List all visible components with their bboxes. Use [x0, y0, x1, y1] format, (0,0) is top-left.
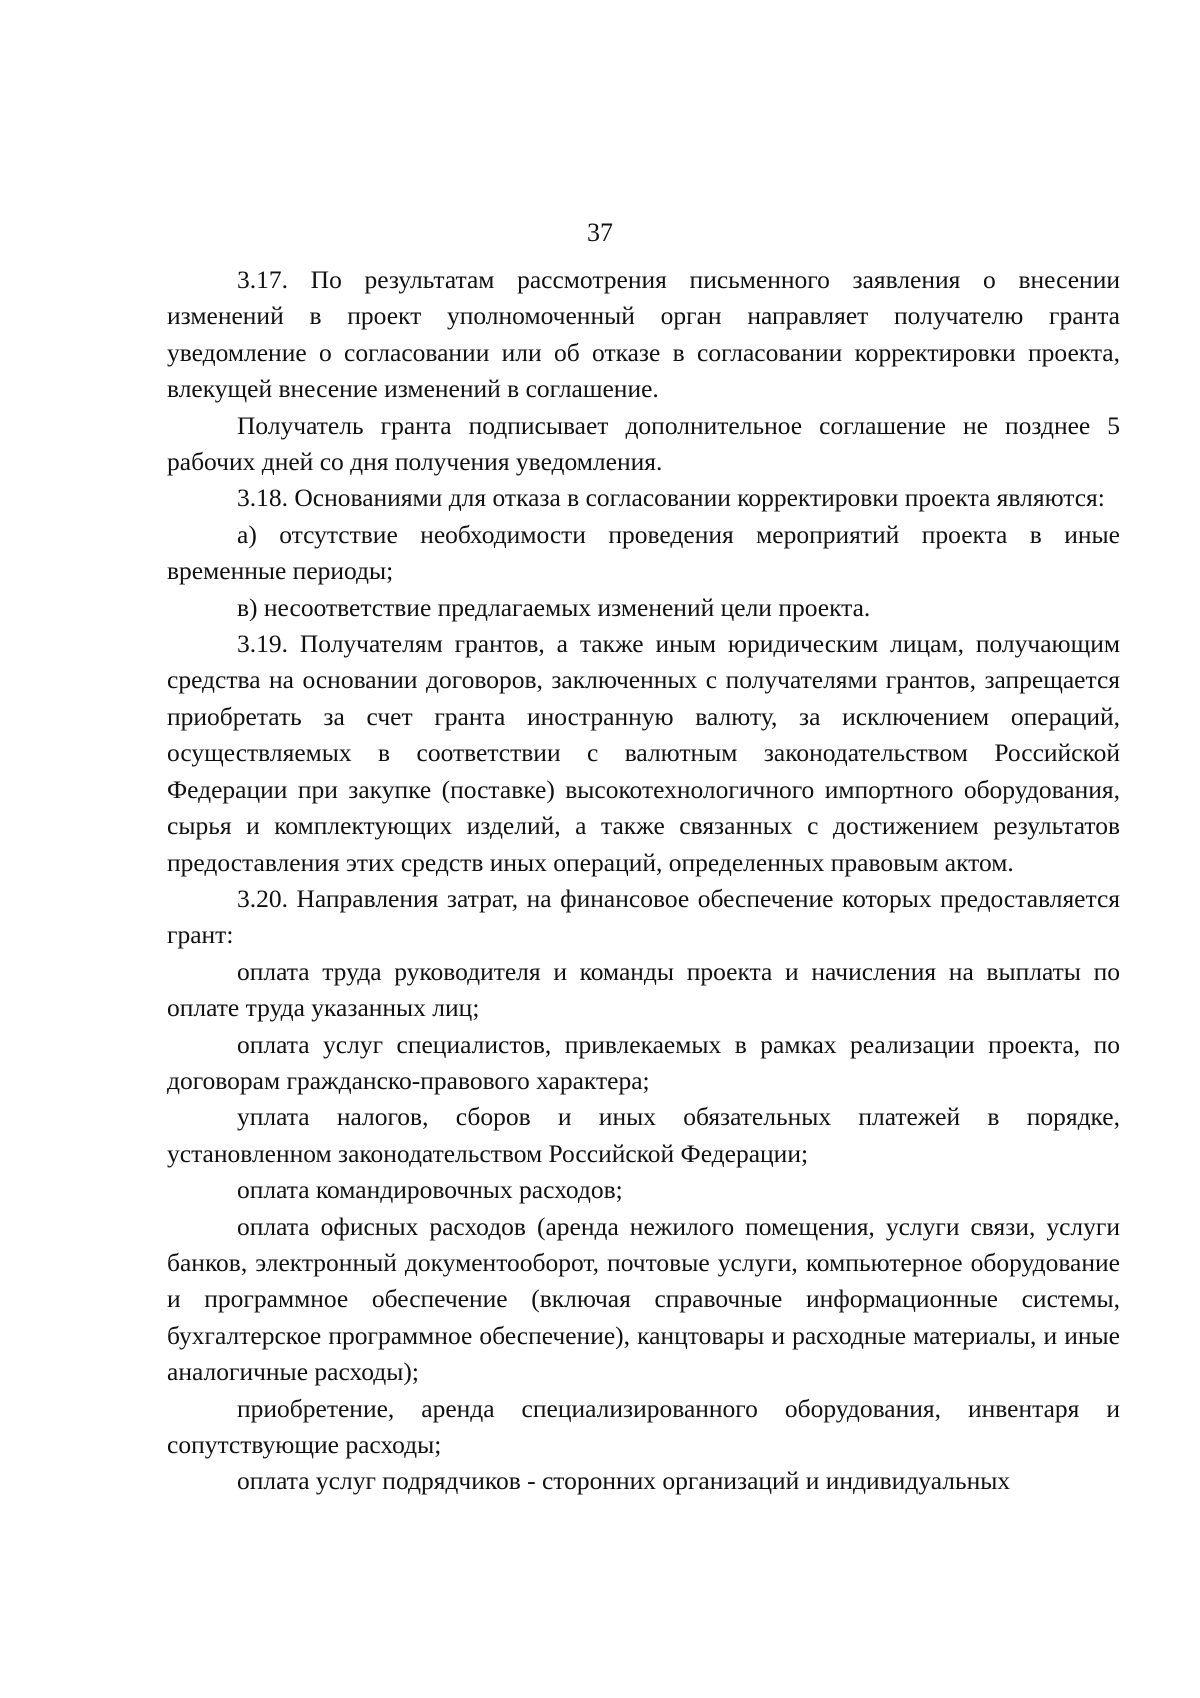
paragraph-3-17: 3.17. По результатам рассмотрения письменного заявления о внесении изменений в проект уполномоченный орган направляет получателю гранта уведомление о согласовании или об отказе в согласовании корректировки проекта, влекущей внесение изменений в соглашение.	[167, 265, 1120, 404]
document-body	[167, 262, 1120, 1500]
paragraph-3-18: 3.18. Основаниями для отказа в согласовании корректировки проекта являются:	[237, 483, 1105, 513]
paragraph-3-20: 3.20. Направления затрат, на финансовое обеспечение которых предоставляется грант:	[167, 883, 1120, 950]
page-number: 37	[587, 218, 613, 247]
list-item-a: а) отсутствие необходимости проведения мероприятий проекта в иные временные периоды;	[167, 519, 1120, 586]
cost-item-equipment: приобретение, аренда специализированного оборудования, инвентаря и сопутствующие расходы;	[167, 1393, 1120, 1459]
cost-item-salary: оплата труда руководителя и команды проекта и начисления на выплаты по оплате труда указанных лиц;	[167, 956, 1120, 1023]
cost-item-travel: оплата командировочных расходов;	[237, 1175, 623, 1205]
list-item-v: в) несоответствие предлагаемых изменений цели проекта.	[237, 592, 871, 622]
cost-item-specialists: оплата услуг специалистов, привлекаемых в рамках реализации проекта, по договорам гражданско-правового характера;	[167, 1029, 1120, 1095]
cost-item-office: оплата офисных расходов (аренда нежилого помещения, услуги связи, услуги банков, электронный документооборот, почтовые услуги, компьютерное оборудование и программное обеспечение (включая справочные информационные системы, бухгалтерское программное обеспечение), канцтовары и расходные материалы, и иные аналогичные расходы);	[167, 1211, 1120, 1387]
cost-item-taxes: уплата налогов, сборов и иных обязательных платежей в порядке, установленном законодательством Российской Федерации;	[167, 1102, 1120, 1168]
cost-item-contractors: оплата услуг подрядчиков - сторонних организаций и индивидуальных	[237, 1466, 1011, 1496]
paragraph-3-19: 3.19. Получателям грантов, а также иным юридическим лицам, получающим средства на основании договоров, заключенных с получателями грантов, запрещается приобретать за счет гранта иностранную валюту, за исключением операций, осуществляемых в соответствии с валютным законодательством Российской Федерации при закупке (поставке) высокотехнологичного импортного оборудования, сырья и комплектующих изделий, а также связанных с достижением результатов предоставления этих средств иных операций, определенных правовым актом.	[167, 629, 1120, 877]
paragraph-signing-deadline: Получатель гранта подписывает дополнительное соглашение не позднее 5 рабочих дней со дня получения уведомления.	[167, 410, 1120, 477]
